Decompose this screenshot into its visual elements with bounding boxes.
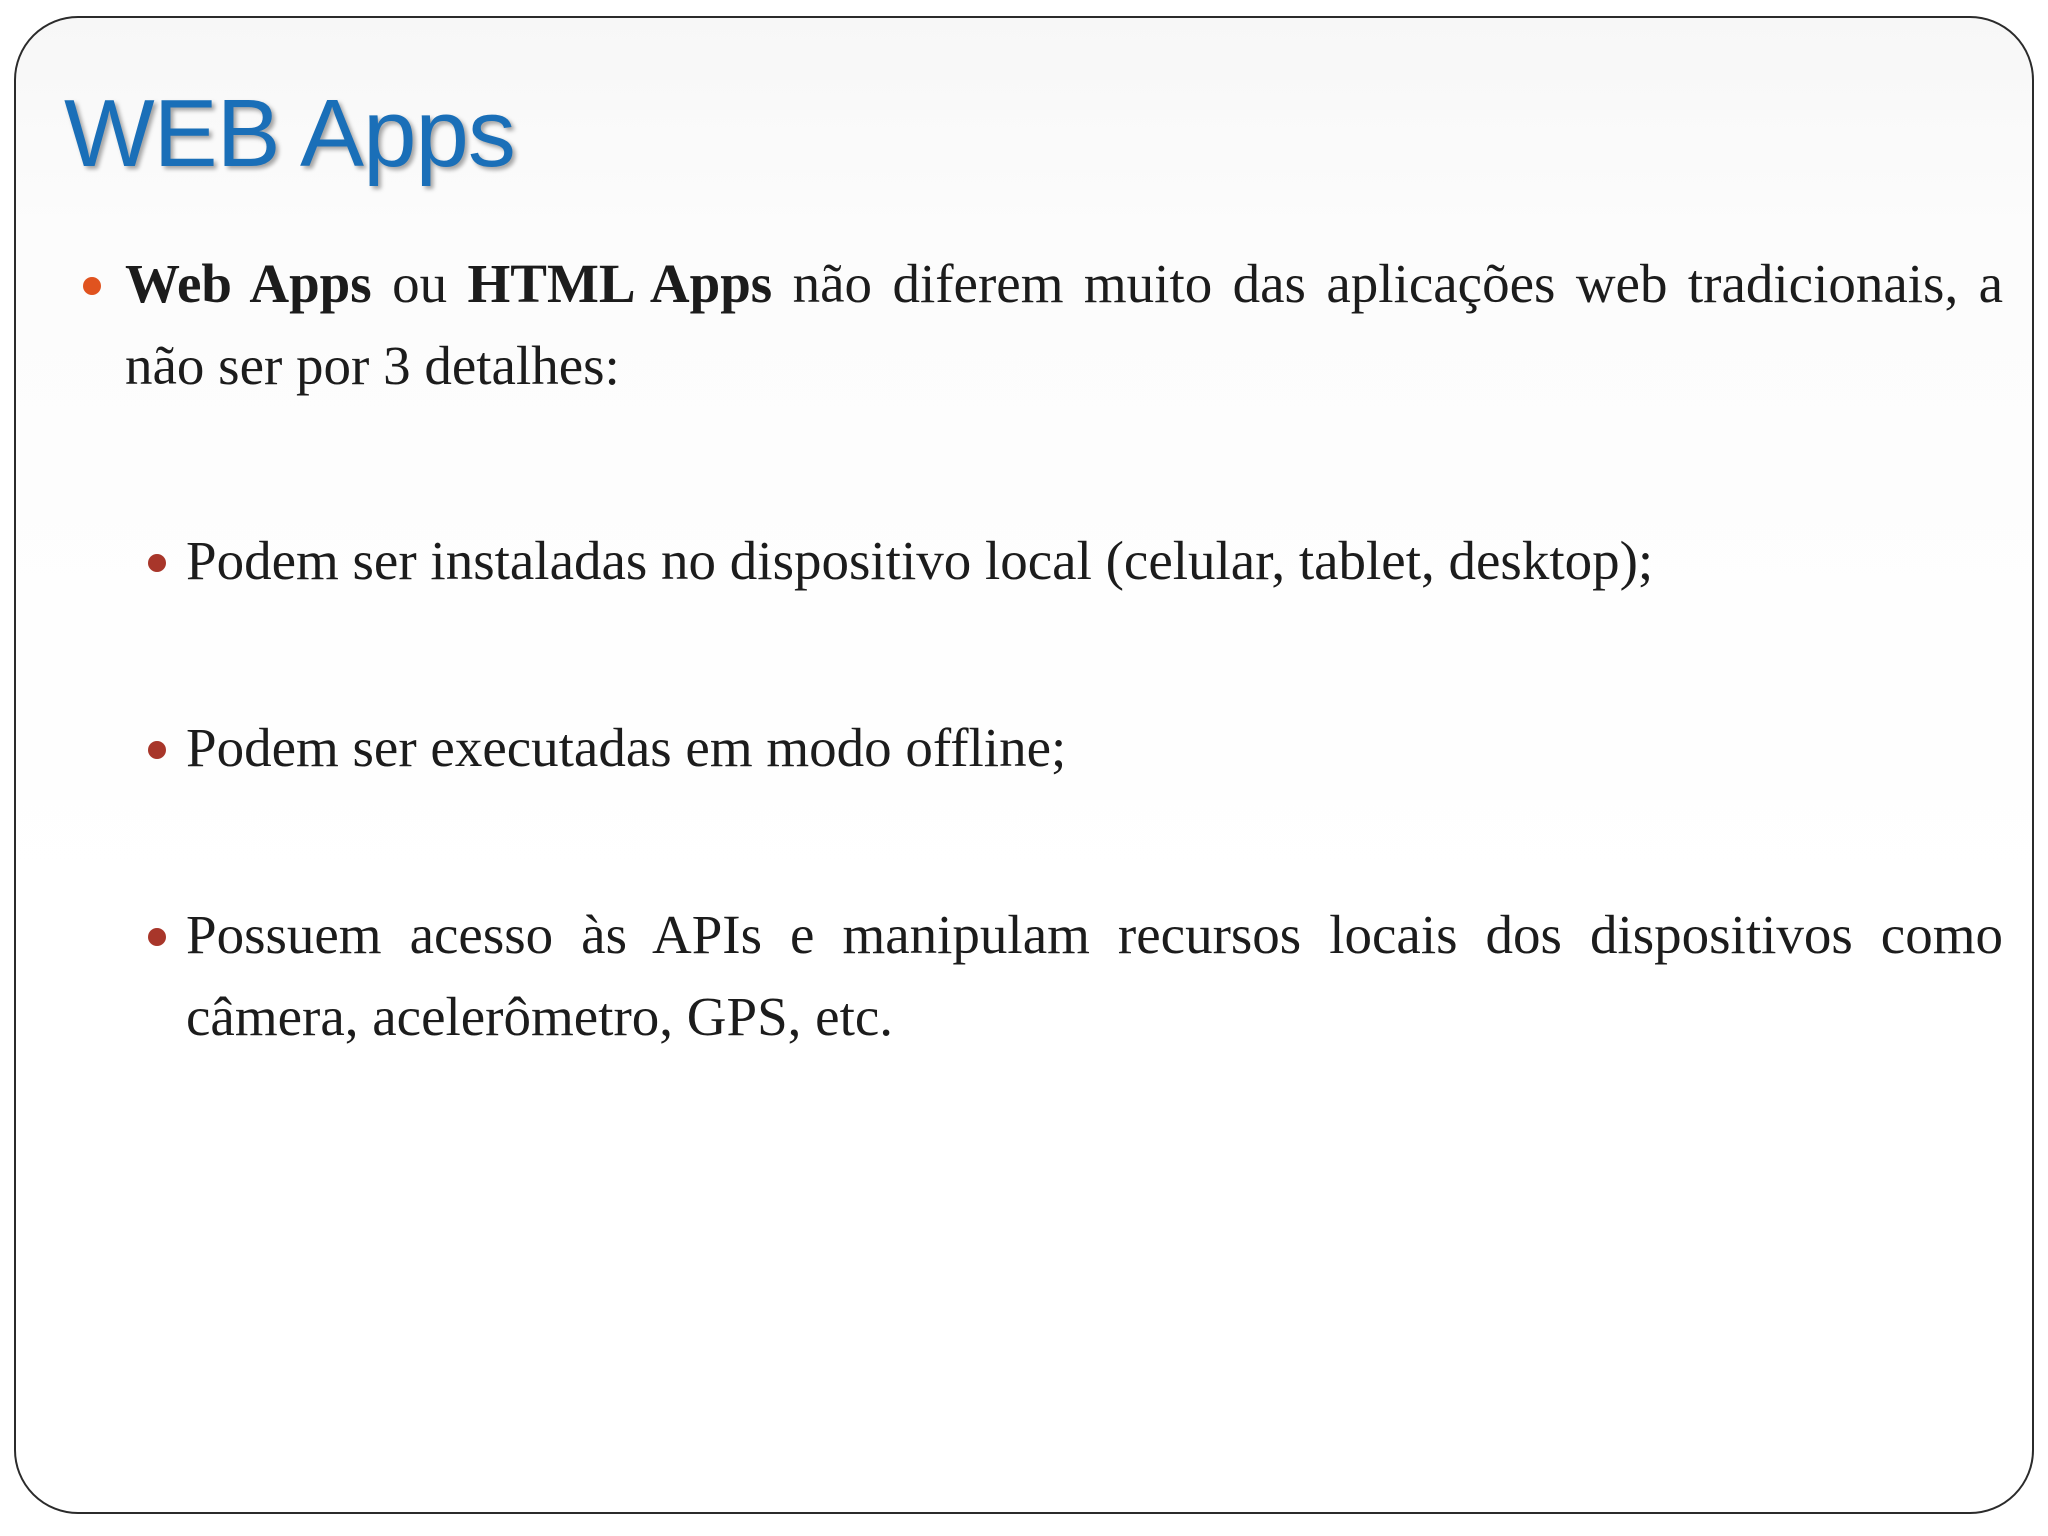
sub-bullet-install [186, 520, 2003, 602]
sub-bullet-dot-icon [148, 741, 166, 759]
sub-bullet-apis [186, 894, 2003, 1058]
bullet-dot-icon [83, 277, 101, 295]
slide-title: WEB Apps [64, 80, 515, 187]
term-web-apps: Web Apps [125, 253, 372, 314]
term-html-apps: HTML Apps [467, 253, 773, 314]
sub-bullet-text: Podem ser instaladas no dispositivo local (celular, tablet, desktop); [186, 530, 1654, 591]
slide-frame [14, 16, 2034, 1514]
sub-bullet-text: Possuem acesso às APIs e manipulam recursos locais dos dispositivos como câmera, acelerômetro, GPS, etc. [186, 904, 2003, 1047]
main-bullet [125, 243, 2003, 407]
slide-content [16, 18, 2032, 1512]
sub-bullet-dot-icon [148, 554, 166, 572]
sub-bullet-dot-icon [148, 928, 166, 946]
main-bullet-text: não diferem muito das aplicações web tradicionais, a não ser por 3 detalhes: [125, 253, 2004, 396]
connector-text: ou [371, 253, 468, 314]
sub-bullet-text: Podem ser executadas em modo offline; [186, 717, 1067, 778]
sub-bullet-offline [186, 707, 2003, 789]
